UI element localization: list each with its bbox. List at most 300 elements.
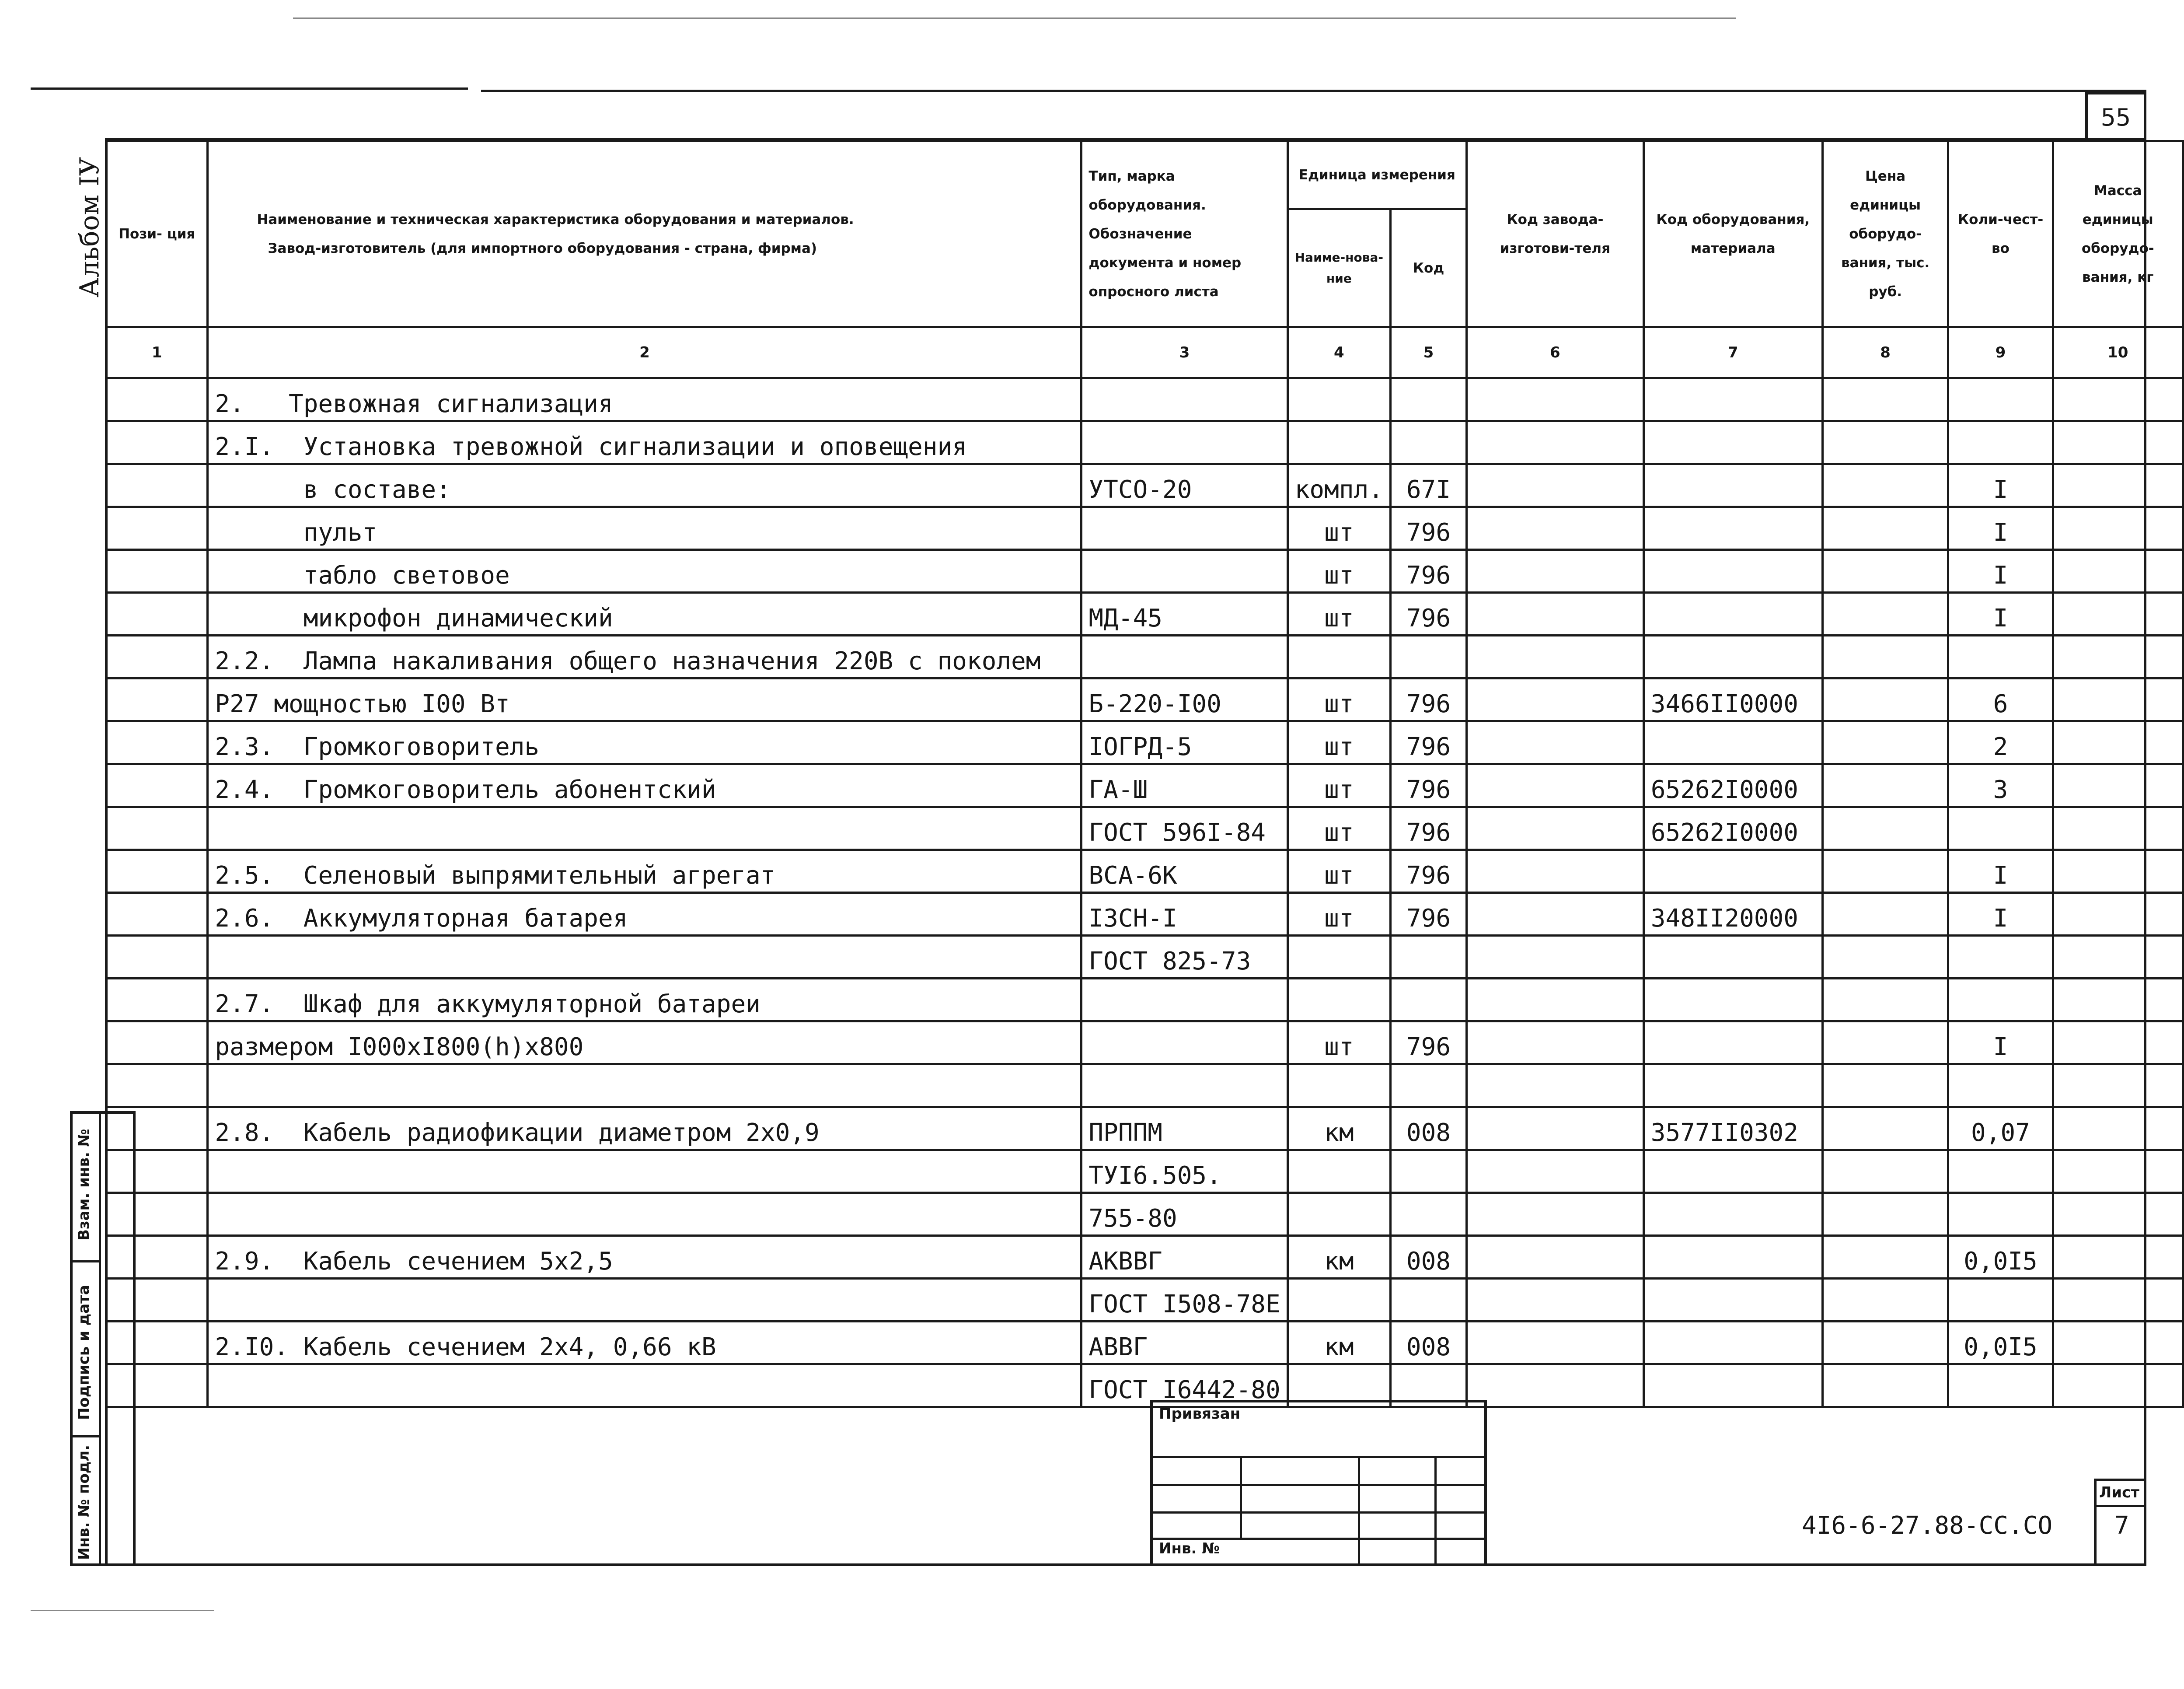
factory-code-cell bbox=[1466, 1236, 1643, 1279]
mass-cell bbox=[2053, 1064, 2183, 1107]
unit-code-cell bbox=[1391, 636, 1467, 678]
position-cell bbox=[106, 678, 208, 721]
table-row bbox=[106, 1193, 2183, 1236]
price-cell bbox=[1822, 936, 1948, 979]
price-cell bbox=[1822, 764, 1948, 807]
unit-code-cell: 796 bbox=[1391, 721, 1467, 764]
quantity-cell bbox=[1948, 1150, 2053, 1193]
position-cell bbox=[106, 421, 208, 464]
unit-code-cell: 796 bbox=[1391, 593, 1467, 636]
quantity-cell: I bbox=[1948, 507, 2053, 550]
name-cell: в составе: bbox=[208, 464, 1082, 507]
equipment-code-cell bbox=[1643, 507, 1822, 550]
header-name bbox=[208, 141, 1082, 327]
unit-code-cell bbox=[1391, 1064, 1467, 1107]
factory-code-cell bbox=[1466, 507, 1643, 550]
price-cell bbox=[1822, 1236, 1948, 1279]
unit-code-cell bbox=[1391, 421, 1467, 464]
name-cell: пульт bbox=[208, 507, 1082, 550]
quantity-cell: I bbox=[1948, 893, 2053, 936]
name-cell bbox=[208, 1064, 1082, 1107]
name-cell: 2.7. Шкаф для аккумуляторной батареи bbox=[208, 979, 1082, 1021]
position-cell bbox=[106, 893, 208, 936]
equipment-code-cell bbox=[1643, 464, 1822, 507]
unit-cell: шт bbox=[1287, 1021, 1390, 1064]
quantity-cell bbox=[1948, 936, 2053, 979]
name-cell: 2.5. Селеновый выпрямительный агрегат bbox=[208, 850, 1082, 893]
unit-cell: шт bbox=[1287, 678, 1390, 721]
equipment-code-cell bbox=[1643, 593, 1822, 636]
table-row bbox=[106, 1021, 2183, 1064]
price-cell bbox=[1822, 1364, 1948, 1407]
quantity-cell: I bbox=[1948, 850, 2053, 893]
type-cell: Б-220-I00 bbox=[1082, 678, 1287, 721]
position-cell bbox=[106, 764, 208, 807]
type-cell bbox=[1082, 378, 1287, 421]
type-cell: IОГРД-5 bbox=[1082, 721, 1287, 764]
header-unit: Единица измерения bbox=[1287, 141, 1466, 209]
name-cell: 2. Тревожная сигнализация bbox=[208, 378, 1082, 421]
factory-code-cell bbox=[1466, 1064, 1643, 1107]
price-cell bbox=[1822, 1322, 1948, 1364]
type-cell: ТУI6.505. bbox=[1082, 1150, 1287, 1193]
mass-cell bbox=[2053, 1193, 2183, 1236]
page-number: 55 bbox=[2085, 92, 2146, 140]
top-rule-left bbox=[31, 87, 468, 90]
factory-code-cell bbox=[1466, 721, 1643, 764]
table-row bbox=[106, 464, 2183, 507]
unit-code-cell: 796 bbox=[1391, 1021, 1467, 1064]
side-cell-vzam bbox=[73, 1114, 99, 1262]
mass-cell bbox=[2053, 936, 2183, 979]
unit-code-cell: 008 bbox=[1391, 1107, 1467, 1150]
unit-cell bbox=[1287, 636, 1390, 678]
column-number: 6 bbox=[1466, 327, 1643, 378]
name-cell bbox=[208, 1279, 1082, 1322]
unit-code-cell: 796 bbox=[1391, 507, 1467, 550]
type-cell: I3СН-I bbox=[1082, 893, 1287, 936]
mass-cell bbox=[2053, 764, 2183, 807]
name-cell: размером I000хI800(h)х800 bbox=[208, 1021, 1082, 1064]
unit-code-cell bbox=[1391, 1193, 1467, 1236]
quantity-cell: 3 bbox=[1948, 764, 2053, 807]
mass-cell bbox=[2053, 593, 2183, 636]
type-cell: АКВВГ bbox=[1082, 1236, 1287, 1279]
position-cell bbox=[106, 721, 208, 764]
position-cell bbox=[106, 378, 208, 421]
mass-cell bbox=[2053, 421, 2183, 464]
header-quantity: Коли-чест-во bbox=[1948, 141, 2053, 327]
position-cell bbox=[106, 636, 208, 678]
equipment-code-cell bbox=[1643, 1021, 1822, 1064]
unit-cell: компл. bbox=[1287, 464, 1390, 507]
factory-code-cell bbox=[1466, 1021, 1643, 1064]
factory-code-cell bbox=[1466, 850, 1643, 893]
album-label: Альбом IУ bbox=[74, 157, 105, 297]
table-row bbox=[106, 550, 2183, 593]
quantity-cell: I bbox=[1948, 1021, 2053, 1064]
name-cell bbox=[208, 936, 1082, 979]
side-cell-podpis bbox=[73, 1262, 99, 1437]
mass-cell bbox=[2053, 1279, 2183, 1322]
unit-code-cell: 796 bbox=[1391, 893, 1467, 936]
unit-code-cell: 796 bbox=[1391, 764, 1467, 807]
quantity-cell bbox=[1948, 636, 2053, 678]
equipment-code-cell bbox=[1643, 936, 1822, 979]
column-number: 3 bbox=[1082, 327, 1287, 378]
type-cell bbox=[1082, 1021, 1287, 1064]
equipment-code-cell bbox=[1643, 1236, 1822, 1279]
table-row bbox=[106, 678, 2183, 721]
header-position: Пози- ция bbox=[106, 141, 208, 327]
quantity-cell bbox=[1948, 979, 2053, 1021]
mass-cell bbox=[2053, 807, 2183, 850]
quantity-cell: 0,07 bbox=[1948, 1107, 2053, 1150]
type-cell bbox=[1082, 550, 1287, 593]
factory-code-cell bbox=[1466, 1193, 1643, 1236]
side-cell-inv-podl bbox=[73, 1437, 99, 1563]
factory-code-cell bbox=[1466, 1150, 1643, 1193]
type-cell bbox=[1082, 507, 1287, 550]
name-cell: Р27 мощностью I00 Вт bbox=[208, 678, 1082, 721]
mass-cell bbox=[2053, 1236, 2183, 1279]
mass-cell bbox=[2053, 464, 2183, 507]
unit-cell bbox=[1287, 1193, 1390, 1236]
unit-code-cell bbox=[1391, 979, 1467, 1021]
table-row bbox=[106, 636, 2183, 678]
unit-code-cell: 796 bbox=[1391, 850, 1467, 893]
mass-cell bbox=[2053, 1150, 2183, 1193]
column-number: 4 bbox=[1287, 327, 1390, 378]
header-factory-code: Код завода-изготови-теля bbox=[1466, 141, 1643, 327]
equipment-code-cell bbox=[1643, 850, 1822, 893]
table-row bbox=[106, 1279, 2183, 1322]
quantity-cell: I bbox=[1948, 550, 2053, 593]
price-cell bbox=[1822, 850, 1948, 893]
unit-code-cell bbox=[1391, 1150, 1467, 1193]
quantity-cell: I bbox=[1948, 593, 2053, 636]
equipment-code-cell bbox=[1643, 1279, 1822, 1322]
quantity-cell bbox=[1948, 1193, 2053, 1236]
column-number-row bbox=[106, 327, 2183, 378]
position-cell bbox=[106, 850, 208, 893]
table-row bbox=[106, 721, 2183, 764]
quantity-cell: I bbox=[1948, 464, 2053, 507]
type-cell: 755-80 bbox=[1082, 1193, 1287, 1236]
price-cell bbox=[1822, 721, 1948, 764]
price-cell bbox=[1822, 550, 1948, 593]
type-cell: МД-45 bbox=[1082, 593, 1287, 636]
factory-code-cell bbox=[1466, 1107, 1643, 1150]
price-cell bbox=[1822, 421, 1948, 464]
factory-code-cell bbox=[1466, 593, 1643, 636]
factory-code-cell bbox=[1466, 464, 1643, 507]
name-cell: табло световое bbox=[208, 550, 1082, 593]
factory-code-cell bbox=[1466, 936, 1643, 979]
type-cell: ГОСТ 825-73 bbox=[1082, 936, 1287, 979]
price-cell bbox=[1822, 678, 1948, 721]
side-stamp-divider bbox=[99, 1114, 101, 1563]
stamp-vline-3 bbox=[1434, 1456, 1437, 1566]
quantity-cell: 2 bbox=[1948, 721, 2053, 764]
price-cell bbox=[1822, 1279, 1948, 1322]
unit-cell: шт bbox=[1287, 507, 1390, 550]
table-row bbox=[106, 764, 2183, 807]
price-cell bbox=[1822, 636, 1948, 678]
type-cell: ГОСТ I508-78Е bbox=[1082, 1279, 1287, 1322]
equipment-code-cell: 3577II0302 bbox=[1643, 1107, 1822, 1150]
name-cell: 2.3. Громкоговоритель bbox=[208, 721, 1082, 764]
position-cell bbox=[106, 507, 208, 550]
sheet-label: Лист bbox=[2099, 1484, 2139, 1501]
type-cell: ПРППМ bbox=[1082, 1107, 1287, 1150]
unit-code-cell: 008 bbox=[1391, 1322, 1467, 1364]
header-name-line1: Наименование и техническая характеристика оборудования и материалов. bbox=[257, 212, 854, 227]
factory-code-cell bbox=[1466, 378, 1643, 421]
price-cell bbox=[1822, 507, 1948, 550]
table-row bbox=[106, 1064, 2183, 1107]
position-cell bbox=[106, 593, 208, 636]
position-cell bbox=[106, 550, 208, 593]
unit-cell bbox=[1287, 421, 1390, 464]
position-cell bbox=[106, 807, 208, 850]
side-label-vzam: Взам. инв. № bbox=[75, 1129, 93, 1241]
table-row bbox=[106, 1322, 2183, 1364]
unit-cell: км bbox=[1287, 1236, 1390, 1279]
quantity-cell: 6 bbox=[1948, 678, 2053, 721]
header-unit-name: Наиме-нова-ние bbox=[1287, 209, 1390, 327]
top-rule-right bbox=[481, 90, 2146, 92]
equipment-code-cell: 65262I0000 bbox=[1643, 807, 1822, 850]
header-price: Цена единицы оборудо-вания, тыс. руб. bbox=[1822, 141, 1948, 327]
factory-code-cell bbox=[1466, 1279, 1643, 1322]
name-cell: 2.6. Аккумуляторная батарея bbox=[208, 893, 1082, 936]
equipment-code-cell bbox=[1643, 1193, 1822, 1236]
name-cell bbox=[208, 1364, 1082, 1407]
type-cell bbox=[1082, 1064, 1287, 1107]
name-cell: 2.9. Кабель сечением 5х2,5 bbox=[208, 1236, 1082, 1279]
name-cell bbox=[208, 1193, 1082, 1236]
unit-cell: км bbox=[1287, 1107, 1390, 1150]
specification-table bbox=[105, 140, 2184, 1408]
name-cell: микрофон динамический bbox=[208, 593, 1082, 636]
column-number: 7 bbox=[1643, 327, 1822, 378]
unit-cell: шт bbox=[1287, 850, 1390, 893]
column-number: 8 bbox=[1822, 327, 1948, 378]
unit-cell bbox=[1287, 1150, 1390, 1193]
stamp-vline-2 bbox=[1358, 1456, 1360, 1566]
unit-cell bbox=[1287, 378, 1390, 421]
equipment-code-cell: 65262I0000 bbox=[1643, 764, 1822, 807]
side-stamp bbox=[70, 1111, 136, 1566]
quantity-cell bbox=[1948, 1064, 2053, 1107]
unit-cell: шт bbox=[1287, 764, 1390, 807]
type-cell: ГА-Ш bbox=[1082, 764, 1287, 807]
sheet-divider bbox=[2094, 1505, 2146, 1507]
price-cell bbox=[1822, 1193, 1948, 1236]
equipment-code-cell bbox=[1643, 378, 1822, 421]
unit-code-cell: 796 bbox=[1391, 807, 1467, 850]
table-row bbox=[106, 378, 2183, 421]
unit-cell bbox=[1287, 1064, 1390, 1107]
equipment-code-cell bbox=[1643, 636, 1822, 678]
unit-code-cell bbox=[1391, 378, 1467, 421]
header-mass: Масса единицы оборудо-вания, кг bbox=[2053, 141, 2183, 327]
mass-cell bbox=[2053, 979, 2183, 1021]
header-type: Тип, марка оборудования. Обозначение документа и номер опросного листа bbox=[1082, 141, 1287, 327]
mass-cell bbox=[2053, 850, 2183, 893]
sheet-number: 7 bbox=[2114, 1511, 2129, 1540]
mass-cell bbox=[2053, 1107, 2183, 1150]
unit-code-cell: 008 bbox=[1391, 1236, 1467, 1279]
position-cell bbox=[106, 1021, 208, 1064]
unit-cell: км bbox=[1287, 1322, 1390, 1364]
price-cell bbox=[1822, 593, 1948, 636]
column-number: 5 bbox=[1391, 327, 1467, 378]
unit-cell: шт bbox=[1287, 721, 1390, 764]
quantity-cell: 0,0I5 bbox=[1948, 1322, 2053, 1364]
name-cell: 2.8. Кабель радиофикации диаметром 2х0,9 bbox=[208, 1107, 1082, 1150]
header-row-1 bbox=[106, 141, 2183, 209]
name-cell bbox=[208, 1150, 1082, 1193]
mass-cell bbox=[2053, 1364, 2183, 1407]
price-cell bbox=[1822, 378, 1948, 421]
stamp-vline-1 bbox=[1240, 1456, 1242, 1539]
mass-cell bbox=[2053, 721, 2183, 764]
equipment-code-cell bbox=[1643, 1064, 1822, 1107]
stamp-title: Привязан bbox=[1159, 1405, 1241, 1423]
name-cell: 2.2. Лампа накаливания общего назначения 220В с поколем bbox=[208, 636, 1082, 678]
column-number: 9 bbox=[1948, 327, 2053, 378]
quantity-cell bbox=[1948, 421, 2053, 464]
top-trim-line bbox=[293, 17, 1736, 19]
unit-cell: шт bbox=[1287, 893, 1390, 936]
price-cell bbox=[1822, 464, 1948, 507]
unit-cell bbox=[1287, 936, 1390, 979]
position-cell bbox=[106, 464, 208, 507]
unit-cell: шт bbox=[1287, 550, 1390, 593]
type-cell: УТСО-20 bbox=[1082, 464, 1287, 507]
column-number: 1 bbox=[106, 327, 208, 378]
price-cell bbox=[1822, 1021, 1948, 1064]
mass-cell bbox=[2053, 550, 2183, 593]
stamp-inv-label: Инв. № bbox=[1159, 1540, 1220, 1557]
column-number: 10 bbox=[2053, 327, 2183, 378]
factory-code-cell bbox=[1466, 550, 1643, 593]
name-cell bbox=[208, 807, 1082, 850]
factory-code-cell bbox=[1466, 1364, 1643, 1407]
unit-code-cell bbox=[1391, 936, 1467, 979]
factory-code-cell bbox=[1466, 636, 1643, 678]
quantity-cell bbox=[1948, 378, 2053, 421]
equipment-code-cell bbox=[1643, 979, 1822, 1021]
table-row bbox=[106, 936, 2183, 979]
name-cell: 2.4. Громкоговоритель абонентский bbox=[208, 764, 1082, 807]
factory-code-cell bbox=[1466, 893, 1643, 936]
factory-code-cell bbox=[1466, 1322, 1643, 1364]
table-row bbox=[106, 421, 2183, 464]
unit-code-cell: 67I bbox=[1391, 464, 1467, 507]
quantity-cell bbox=[1948, 1279, 2053, 1322]
specification-body bbox=[106, 378, 2183, 1407]
table-row bbox=[106, 1236, 2183, 1279]
type-cell bbox=[1082, 636, 1287, 678]
name-cell: 2.I. Установка тревожной сигнализации и оповещения bbox=[208, 421, 1082, 464]
position-cell bbox=[106, 979, 208, 1021]
unit-cell bbox=[1287, 979, 1390, 1021]
table-row bbox=[106, 1150, 2183, 1193]
header-name-line2: Завод-изготовитель (для импортного оборудования - страна, фирма) bbox=[268, 241, 817, 256]
mass-cell bbox=[2053, 378, 2183, 421]
equipment-code-cell bbox=[1643, 550, 1822, 593]
price-cell bbox=[1822, 1064, 1948, 1107]
table-row bbox=[106, 979, 2183, 1021]
mass-cell bbox=[2053, 678, 2183, 721]
name-cell: 2.I0. Кабель сечением 2х4, 0,66 кВ bbox=[208, 1322, 1082, 1364]
factory-code-cell bbox=[1466, 678, 1643, 721]
mass-cell bbox=[2053, 507, 2183, 550]
price-cell bbox=[1822, 1107, 1948, 1150]
header-unit-code: Код bbox=[1391, 209, 1467, 327]
price-cell bbox=[1822, 893, 1948, 936]
price-cell bbox=[1822, 1150, 1948, 1193]
table-row bbox=[106, 850, 2183, 893]
factory-code-cell bbox=[1466, 421, 1643, 464]
document-code: 4I6-6-27.88-СС.СО bbox=[1802, 1511, 2053, 1540]
side-label-inv-podl: Инв. № подл. bbox=[75, 1444, 93, 1560]
unit-code-cell bbox=[1391, 1279, 1467, 1322]
type-cell bbox=[1082, 979, 1287, 1021]
unit-cell: шт bbox=[1287, 593, 1390, 636]
column-number: 2 bbox=[208, 327, 1082, 378]
table-row bbox=[106, 1107, 2183, 1150]
mass-cell bbox=[2053, 636, 2183, 678]
table-row bbox=[106, 507, 2183, 550]
equipment-code-cell: 348II20000 bbox=[1643, 893, 1822, 936]
mass-cell bbox=[2053, 1021, 2183, 1064]
equipment-code-cell bbox=[1643, 421, 1822, 464]
equipment-code-cell: 3466II0000 bbox=[1643, 678, 1822, 721]
factory-code-cell bbox=[1466, 764, 1643, 807]
type-cell bbox=[1082, 421, 1287, 464]
table-row bbox=[106, 593, 2183, 636]
table-row bbox=[106, 893, 2183, 936]
factory-code-cell bbox=[1466, 807, 1643, 850]
price-cell bbox=[1822, 979, 1948, 1021]
header-equipment-code: Код оборудования, материала bbox=[1643, 141, 1822, 327]
quantity-cell: 0,0I5 bbox=[1948, 1236, 2053, 1279]
table-row bbox=[106, 807, 2183, 850]
equipment-code-cell bbox=[1643, 1150, 1822, 1193]
equipment-code-cell bbox=[1643, 1364, 1822, 1407]
type-cell: ГОСТ I6442-80 bbox=[1082, 1364, 1287, 1407]
type-cell: ВСА-6К bbox=[1082, 850, 1287, 893]
type-cell: АВВГ bbox=[1082, 1322, 1287, 1364]
bottom-trim-line bbox=[31, 1610, 214, 1611]
position-cell bbox=[106, 936, 208, 979]
mass-cell bbox=[2053, 1322, 2183, 1364]
type-cell: ГОСТ 596I-84 bbox=[1082, 807, 1287, 850]
unit-code-cell: 796 bbox=[1391, 678, 1467, 721]
quantity-cell bbox=[1948, 807, 2053, 850]
unit-code-cell: 796 bbox=[1391, 550, 1467, 593]
table-row bbox=[106, 1364, 2183, 1407]
unit-cell bbox=[1287, 1279, 1390, 1322]
mass-cell bbox=[2053, 893, 2183, 936]
price-cell bbox=[1822, 807, 1948, 850]
side-label-podpis: Подпись и дата bbox=[75, 1285, 93, 1420]
position-cell bbox=[106, 1064, 208, 1107]
